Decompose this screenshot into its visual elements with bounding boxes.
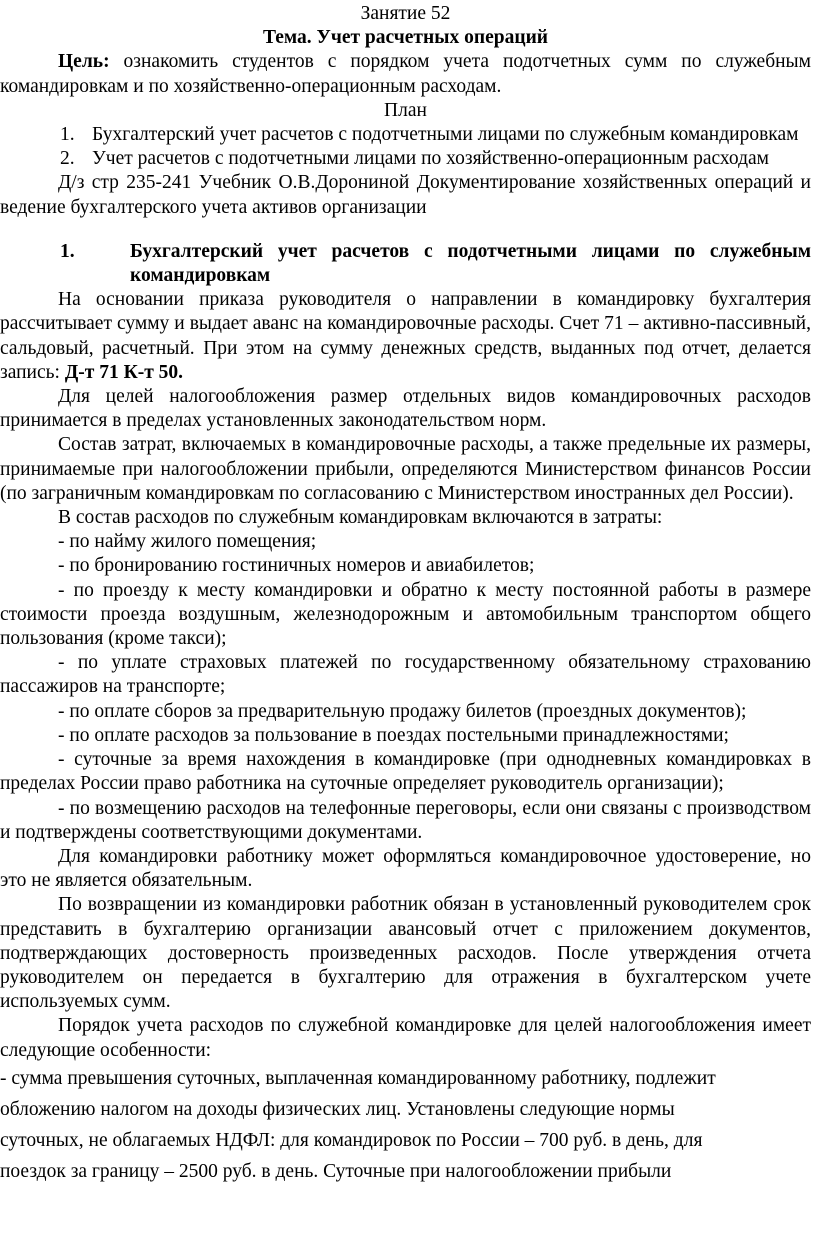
plan-item-number: 2.	[60, 148, 75, 170]
paragraph-tax-features: Порядок учета расходов по служебной командировке для целей налогообложения имеет следующие особенности:	[0, 1015, 811, 1061]
homework: Д/з стр 235-241 Учебник О.В.Дорониной Документирование хозяйственных операций и ведение бухгалтерского учета активов организации	[0, 172, 811, 218]
plan-item-2	[0, 147, 811, 171]
paragraph-tax-norms: Для целей налогообложения размер отдельных видов командировочных расходов принимается в пределах установленных законодательством норм.	[0, 386, 811, 432]
plan-item-text: Бухгалтерский учет расчетов с подотчетными лицами по служебным командировкам	[92, 124, 799, 146]
section-title: Бухгалтерский учет расчетов с подотчетными лицами по служебным командировкам	[130, 240, 811, 287]
text-line: поездок за границу – 2500 руб. в день. Суточные при налогообложении прибыли	[0, 1161, 672, 1183]
section-number: 1.	[60, 240, 75, 262]
plan-item-text: Учет расчетов с подотчетными лицами по хозяйственно-операционным расходам	[92, 148, 769, 170]
list-item: - по проезду к месту командировки и обратно к месту постоянной работы в размере стоимости проезда воздушным, железнодорожным и автомобильным транспортом общего пользования (кроме такси);	[0, 579, 811, 650]
text-line: обложению налогом на доходы физических лиц. Установлены следующие нормы	[0, 1098, 675, 1120]
paragraph-expenses-intro: В состав расходов по служебным командировкам включаются в затраты:	[58, 507, 663, 529]
text-line: суточных, не облагаемых НДФЛ: для командировок по России – 700 руб. в день, для	[0, 1130, 703, 1152]
expenses-list	[0, 530, 811, 845]
list-item: - суточные за время нахождения в командировке (при однодневных командировках в пределах России право работника на суточные определяет руководитель организации);	[0, 749, 811, 795]
goal-label: Цель:	[58, 51, 110, 73]
list-item: - по оплате расходов за пользование в поездах постельными принадлежностями;	[58, 724, 729, 746]
list-item: - по оплате сборов за предварительную продажу билетов (проездных документов);	[58, 700, 747, 722]
paragraph-advance-text: На основании приказа руководителя о направлении в командировку бухгалтерия рассчитывает сумму и выдает аванс на командировочные расходы. Счет 71 – активно-пассивный, сальдовый, расчетный. При этом на сумму денежных средств, выданных под отчет, делается запись:	[0, 289, 811, 383]
accounting-entry: Д-т 71 К-т 50.	[64, 361, 184, 383]
paragraph-certificate: Для командировки работнику может оформляться командировочное удостоверение, но это не является обязательным.	[0, 845, 811, 892]
plan-title: План	[384, 99, 427, 121]
text-line: - сумма превышения суточных, выплаченная командированному работнику, подлежит	[0, 1067, 716, 1089]
lesson-number: Занятие 52	[360, 3, 451, 24]
list-item: - по найму жилого помещения;	[58, 531, 317, 553]
plan-item-number: 1.	[60, 124, 75, 146]
paragraph-advance-report: По возвращении из командировки работник обязан в установленный руководителем срок представить в бухгалтерию организации авансовый отчет с приложением документов, подтверждающих достоверность произведенных расходов. После утверждения отчета руководителем он передается в бухгалтерию для отражения в бухгалтерском учете используемых сумм.	[0, 894, 811, 1013]
paragraph-advance	[0, 288, 811, 385]
list-item: - по уплате страховых платежей по государственному обязательному страхованию пассажиров на транспорте;	[0, 652, 811, 698]
plan-item-1	[0, 123, 811, 147]
section-heading	[0, 240, 811, 288]
goal-text: ознакомить студентов с порядком учета подотчетных сумм по служебным командировкам и по хозяйственно-операционным расходам.	[0, 51, 811, 97]
plan-list	[0, 123, 811, 171]
list-item: - по возмещению расходов на телефонные переговоры, если они связаны с производством и подтверждены соответствующими документами.	[0, 797, 811, 843]
topic-title: Тема. Учет расчетных операций	[262, 27, 549, 49]
spacer	[0, 220, 811, 240]
paragraph-cost-composition: Состав затрат, включаемых в командировочные расходы, а также предельные их размеры, принимаемые при налогообложении прибыли, определяются Министерством финансов России (по заграничным командировкам по согласованию с Министерством иностранных дел России).	[0, 434, 811, 504]
goal-paragraph	[0, 50, 811, 98]
per-diem-paragraph	[0, 1063, 811, 1188]
list-item: - по бронированию гостиничных номеров и авиабилетов;	[58, 555, 535, 577]
